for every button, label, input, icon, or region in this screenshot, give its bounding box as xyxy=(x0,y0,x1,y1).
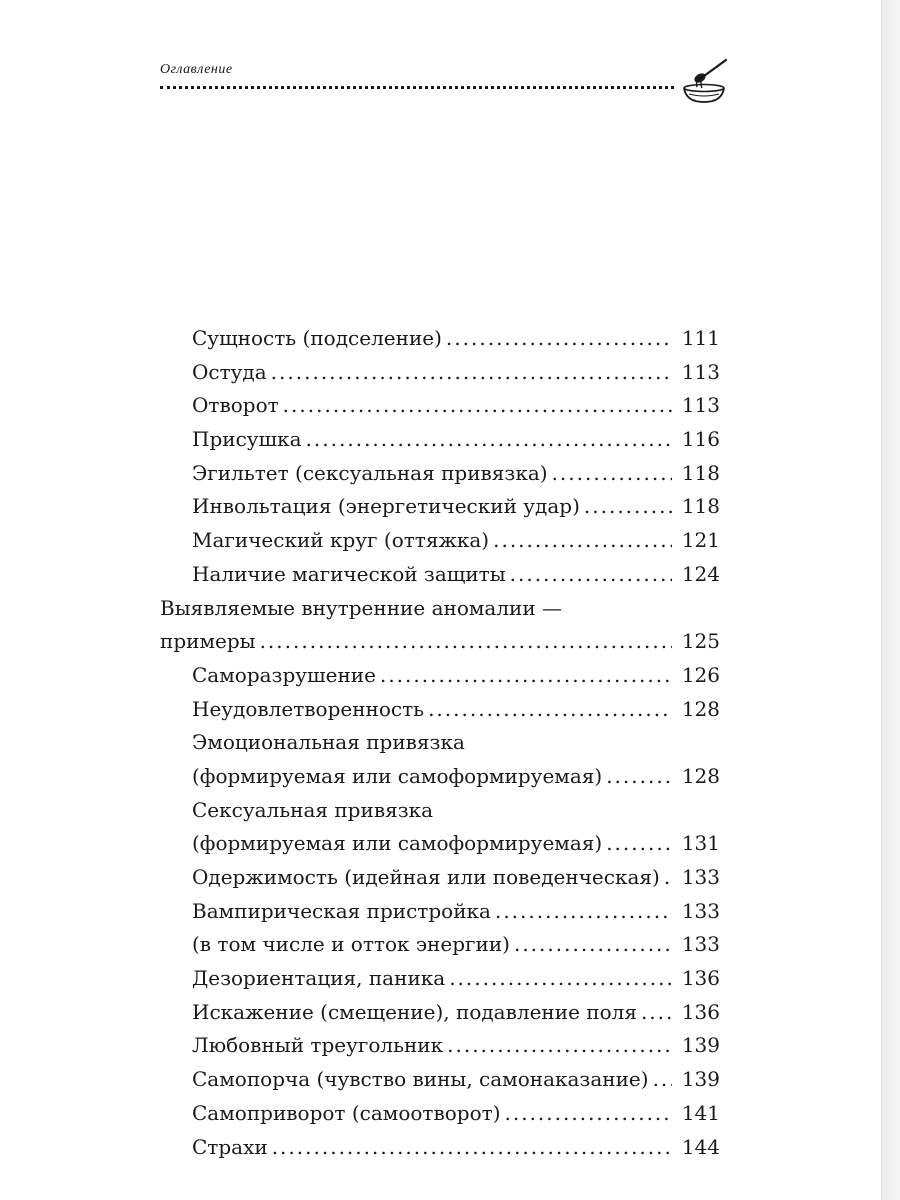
toc-entry-page: 124 xyxy=(681,561,720,586)
toc-entry-title: Самоприворот (самоотворот) xyxy=(192,1100,501,1125)
toc-leader-dots xyxy=(664,865,672,889)
toc-entry xyxy=(160,1067,720,1101)
toc-entry xyxy=(160,360,720,394)
toc-entry xyxy=(160,1000,720,1034)
toc-leader-dots xyxy=(449,966,672,990)
toc-entry-title: (формируемая или самоформируемая) xyxy=(192,763,603,788)
toc-entry xyxy=(160,831,720,865)
toc-entry-page: 144 xyxy=(681,1134,720,1159)
header-dotted-rule xyxy=(160,86,674,89)
toc-entry-page: 128 xyxy=(681,696,720,721)
toc-entry-title: Одержимость (идейная или поведенческая) xyxy=(192,865,660,889)
toc-leader-dots xyxy=(510,562,672,586)
toc-entry-title: примеры xyxy=(160,629,256,654)
toc-entry-page: 133 xyxy=(681,932,720,957)
toc-entry-title: Любовный треугольник xyxy=(192,1033,444,1058)
toc-entry-title: Остуда xyxy=(192,359,267,384)
toc-entry-page: 116 xyxy=(681,427,720,452)
toc-entry-title: Присушка xyxy=(192,427,302,452)
toc-entry-title: Искажение (смещение), подавление поля xyxy=(192,999,637,1024)
toc-entry xyxy=(160,326,720,360)
toc-entry-title: Вампирическая пристройка xyxy=(192,898,491,923)
toc-entry-title: Страхи xyxy=(192,1134,268,1159)
toc-entry xyxy=(160,494,720,528)
toc-entry-title: Отворот xyxy=(192,393,279,418)
toc-leader-dots xyxy=(272,1135,672,1159)
toc-entry-page: 126 xyxy=(681,662,720,687)
toc-entry-title: (в том числе и отток энергии) xyxy=(192,932,510,957)
toc-entry-page: 136 xyxy=(681,999,720,1024)
toc-entry xyxy=(160,899,720,933)
toc-entry-title: Выявляемые внутренние аномалии — xyxy=(160,595,563,620)
toc-entry-page: 111 xyxy=(681,326,720,350)
toc-entry-title: Сущность (подселение) xyxy=(192,326,442,350)
toc-entry xyxy=(160,1101,720,1135)
running-header-title: Оглавление xyxy=(160,62,233,77)
table-of-contents xyxy=(160,326,720,1168)
toc-entry-page: 128 xyxy=(681,763,720,788)
toc-leader-dots xyxy=(606,764,672,788)
toc-entry xyxy=(160,865,720,899)
toc-entry-title: Магический круг (оттяжка) xyxy=(192,528,490,553)
toc-entry xyxy=(160,966,720,1000)
toc-entry-page: 118 xyxy=(681,460,720,485)
toc-entry-title: Сексуальная привязка xyxy=(192,797,434,822)
toc-leader-dots xyxy=(447,1033,672,1057)
toc-entry xyxy=(160,1135,720,1169)
toc-entry-page: 133 xyxy=(681,898,720,923)
toc-leader-dots xyxy=(493,528,672,552)
toc-entry xyxy=(160,393,720,427)
toc-entry xyxy=(160,427,720,461)
toc-leader-dots xyxy=(606,831,672,855)
toc-leader-dots xyxy=(380,663,672,687)
toc-entry xyxy=(160,629,720,663)
toc-entry-page: 118 xyxy=(681,494,720,519)
toc-entry xyxy=(160,730,720,764)
toc-leader-dots xyxy=(306,427,672,451)
toc-entry xyxy=(160,764,720,798)
toc-leader-dots xyxy=(584,494,672,518)
bowl-with-spoon-icon xyxy=(680,58,730,104)
toc-leader-dots xyxy=(505,1101,673,1125)
toc-leader-dots xyxy=(271,360,672,384)
toc-entry-title: Эгильтет (сексуальная привязка) xyxy=(192,460,548,485)
toc-entry xyxy=(160,798,720,832)
toc-entry-page: 139 xyxy=(681,1033,720,1058)
toc-entry-title: Эмоциональная привязка xyxy=(192,730,465,755)
toc-entry xyxy=(160,461,720,495)
toc-leader-dots xyxy=(495,899,672,923)
toc-entry-title: Саморазрушение xyxy=(192,662,376,687)
toc-entry-page: 141 xyxy=(681,1100,720,1125)
toc-entry-page: 133 xyxy=(681,865,720,889)
toc-leader-dots xyxy=(641,1000,672,1024)
toc-entry-title: (формируемая или самоформируемая) xyxy=(192,831,603,856)
page-edge xyxy=(881,0,900,1200)
toc-leader-dots xyxy=(514,932,672,956)
toc-leader-dots xyxy=(283,393,672,417)
toc-entry-page: 113 xyxy=(681,393,720,418)
toc-entry-title: Наличие магической защиты xyxy=(192,561,506,586)
toc-entry-page: 131 xyxy=(681,831,720,856)
toc-entry-title: Неудовлетворенность xyxy=(192,696,425,721)
toc-entry xyxy=(160,697,720,731)
toc-entry-page: 125 xyxy=(681,629,720,654)
toc-leader-dots xyxy=(653,1067,672,1091)
toc-entry xyxy=(160,663,720,697)
toc-entry xyxy=(160,932,720,966)
toc-entry xyxy=(160,528,720,562)
toc-leader-dots xyxy=(260,629,672,653)
toc-entry-page: 136 xyxy=(681,966,720,991)
toc-leader-dots xyxy=(428,697,672,721)
toc-entry-title: Самопорча (чувство вины, самонаказание) xyxy=(192,1067,649,1092)
toc-leader-dots xyxy=(446,326,672,350)
toc-entry xyxy=(160,562,720,596)
toc-leader-dots xyxy=(552,461,672,485)
toc-entry xyxy=(160,1033,720,1067)
toc-entry-page: 113 xyxy=(681,359,720,384)
toc-entry-page: 121 xyxy=(681,528,720,553)
toc-entry xyxy=(160,596,720,630)
toc-entry-title: Инвольтация (энергетический удар) xyxy=(192,494,580,519)
toc-entry-title: Дезориентация, паника xyxy=(192,966,446,991)
toc-entry-page: 139 xyxy=(681,1067,720,1092)
